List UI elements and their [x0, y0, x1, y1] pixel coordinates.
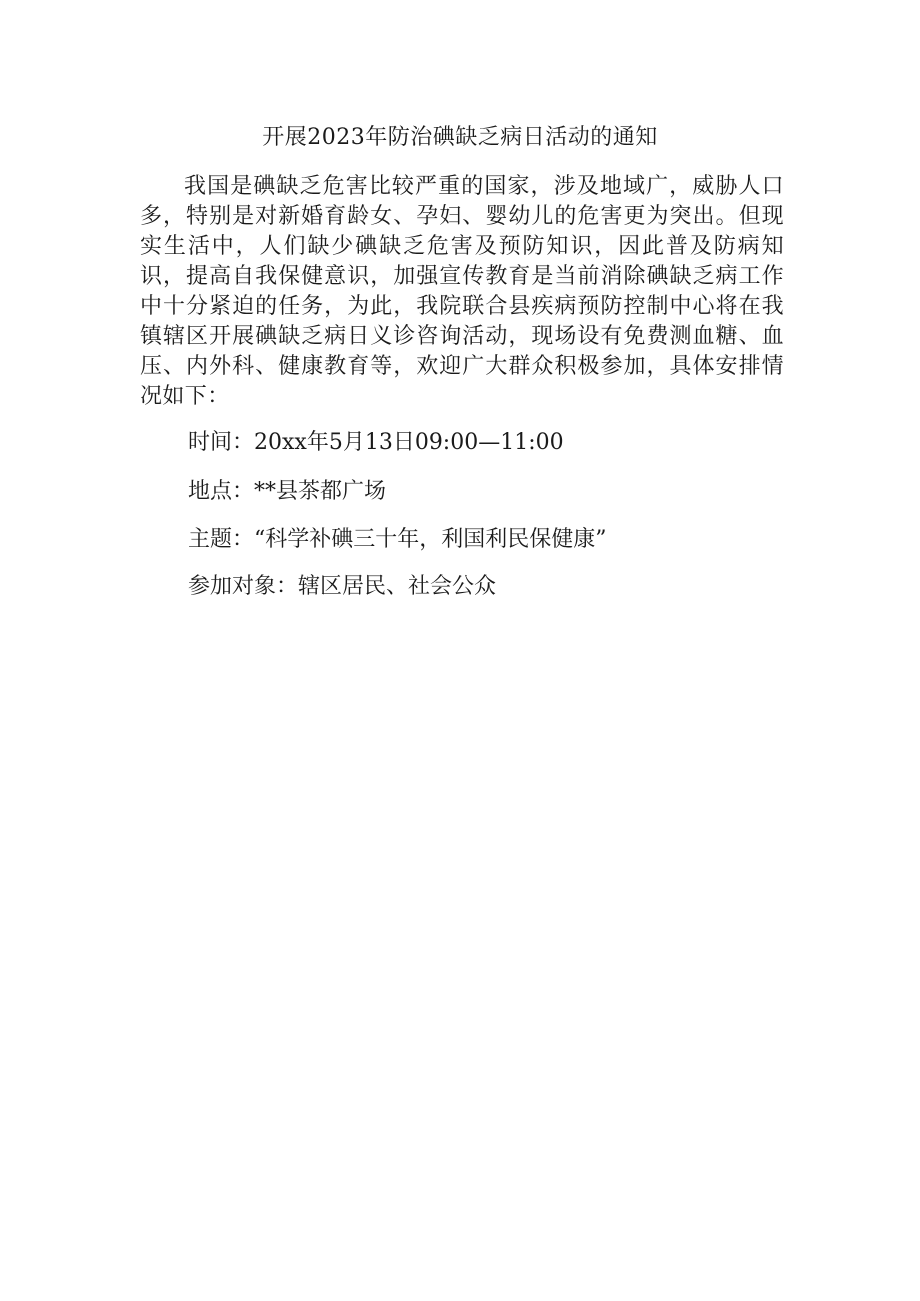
intro-paragraph: 我国是碘缺乏危害比较严重的国家，涉及地域广，威胁人口多，特别是对新婚育龄女、孕妇、婴幼儿的危害更为突出。但现实生活中，人们缺少碘缺乏危害及预防知识，因此普及防病知识，提高自我保健意识，加强宣传教育是当前消除碘缺乏病工作中十分紧迫的任务，为此，我院联合县疾病预防控制中心将在我镇辖区开展碘缺乏病日义诊咨询活动，现场设有免费测血糖、血压、内外科、健康教育等，欢迎广大群众积极参加，具体安排情况如下：: [140, 174, 784, 409]
theme-value: “科学补碘三十年，利国利民保健康”: [254, 527, 607, 552]
target-label: 参加对象：: [188, 574, 299, 599]
time-label: 时间：: [188, 430, 255, 455]
activity-time: [188, 428, 788, 458]
theme-label: 主题：: [188, 527, 255, 552]
activity-theme: [188, 525, 788, 555]
place-label: 地点：: [188, 479, 255, 504]
activity-place: [188, 477, 788, 507]
target-value: 辖区居民、社会公众: [298, 574, 497, 599]
activity-target: [188, 572, 788, 602]
place-value: **县茶都广场: [254, 479, 387, 504]
time-value: 20xx年5月13日09:00—11:00: [254, 430, 564, 455]
document-title: 开展2023年防治碘缺乏病日活动的通知: [262, 125, 658, 150]
